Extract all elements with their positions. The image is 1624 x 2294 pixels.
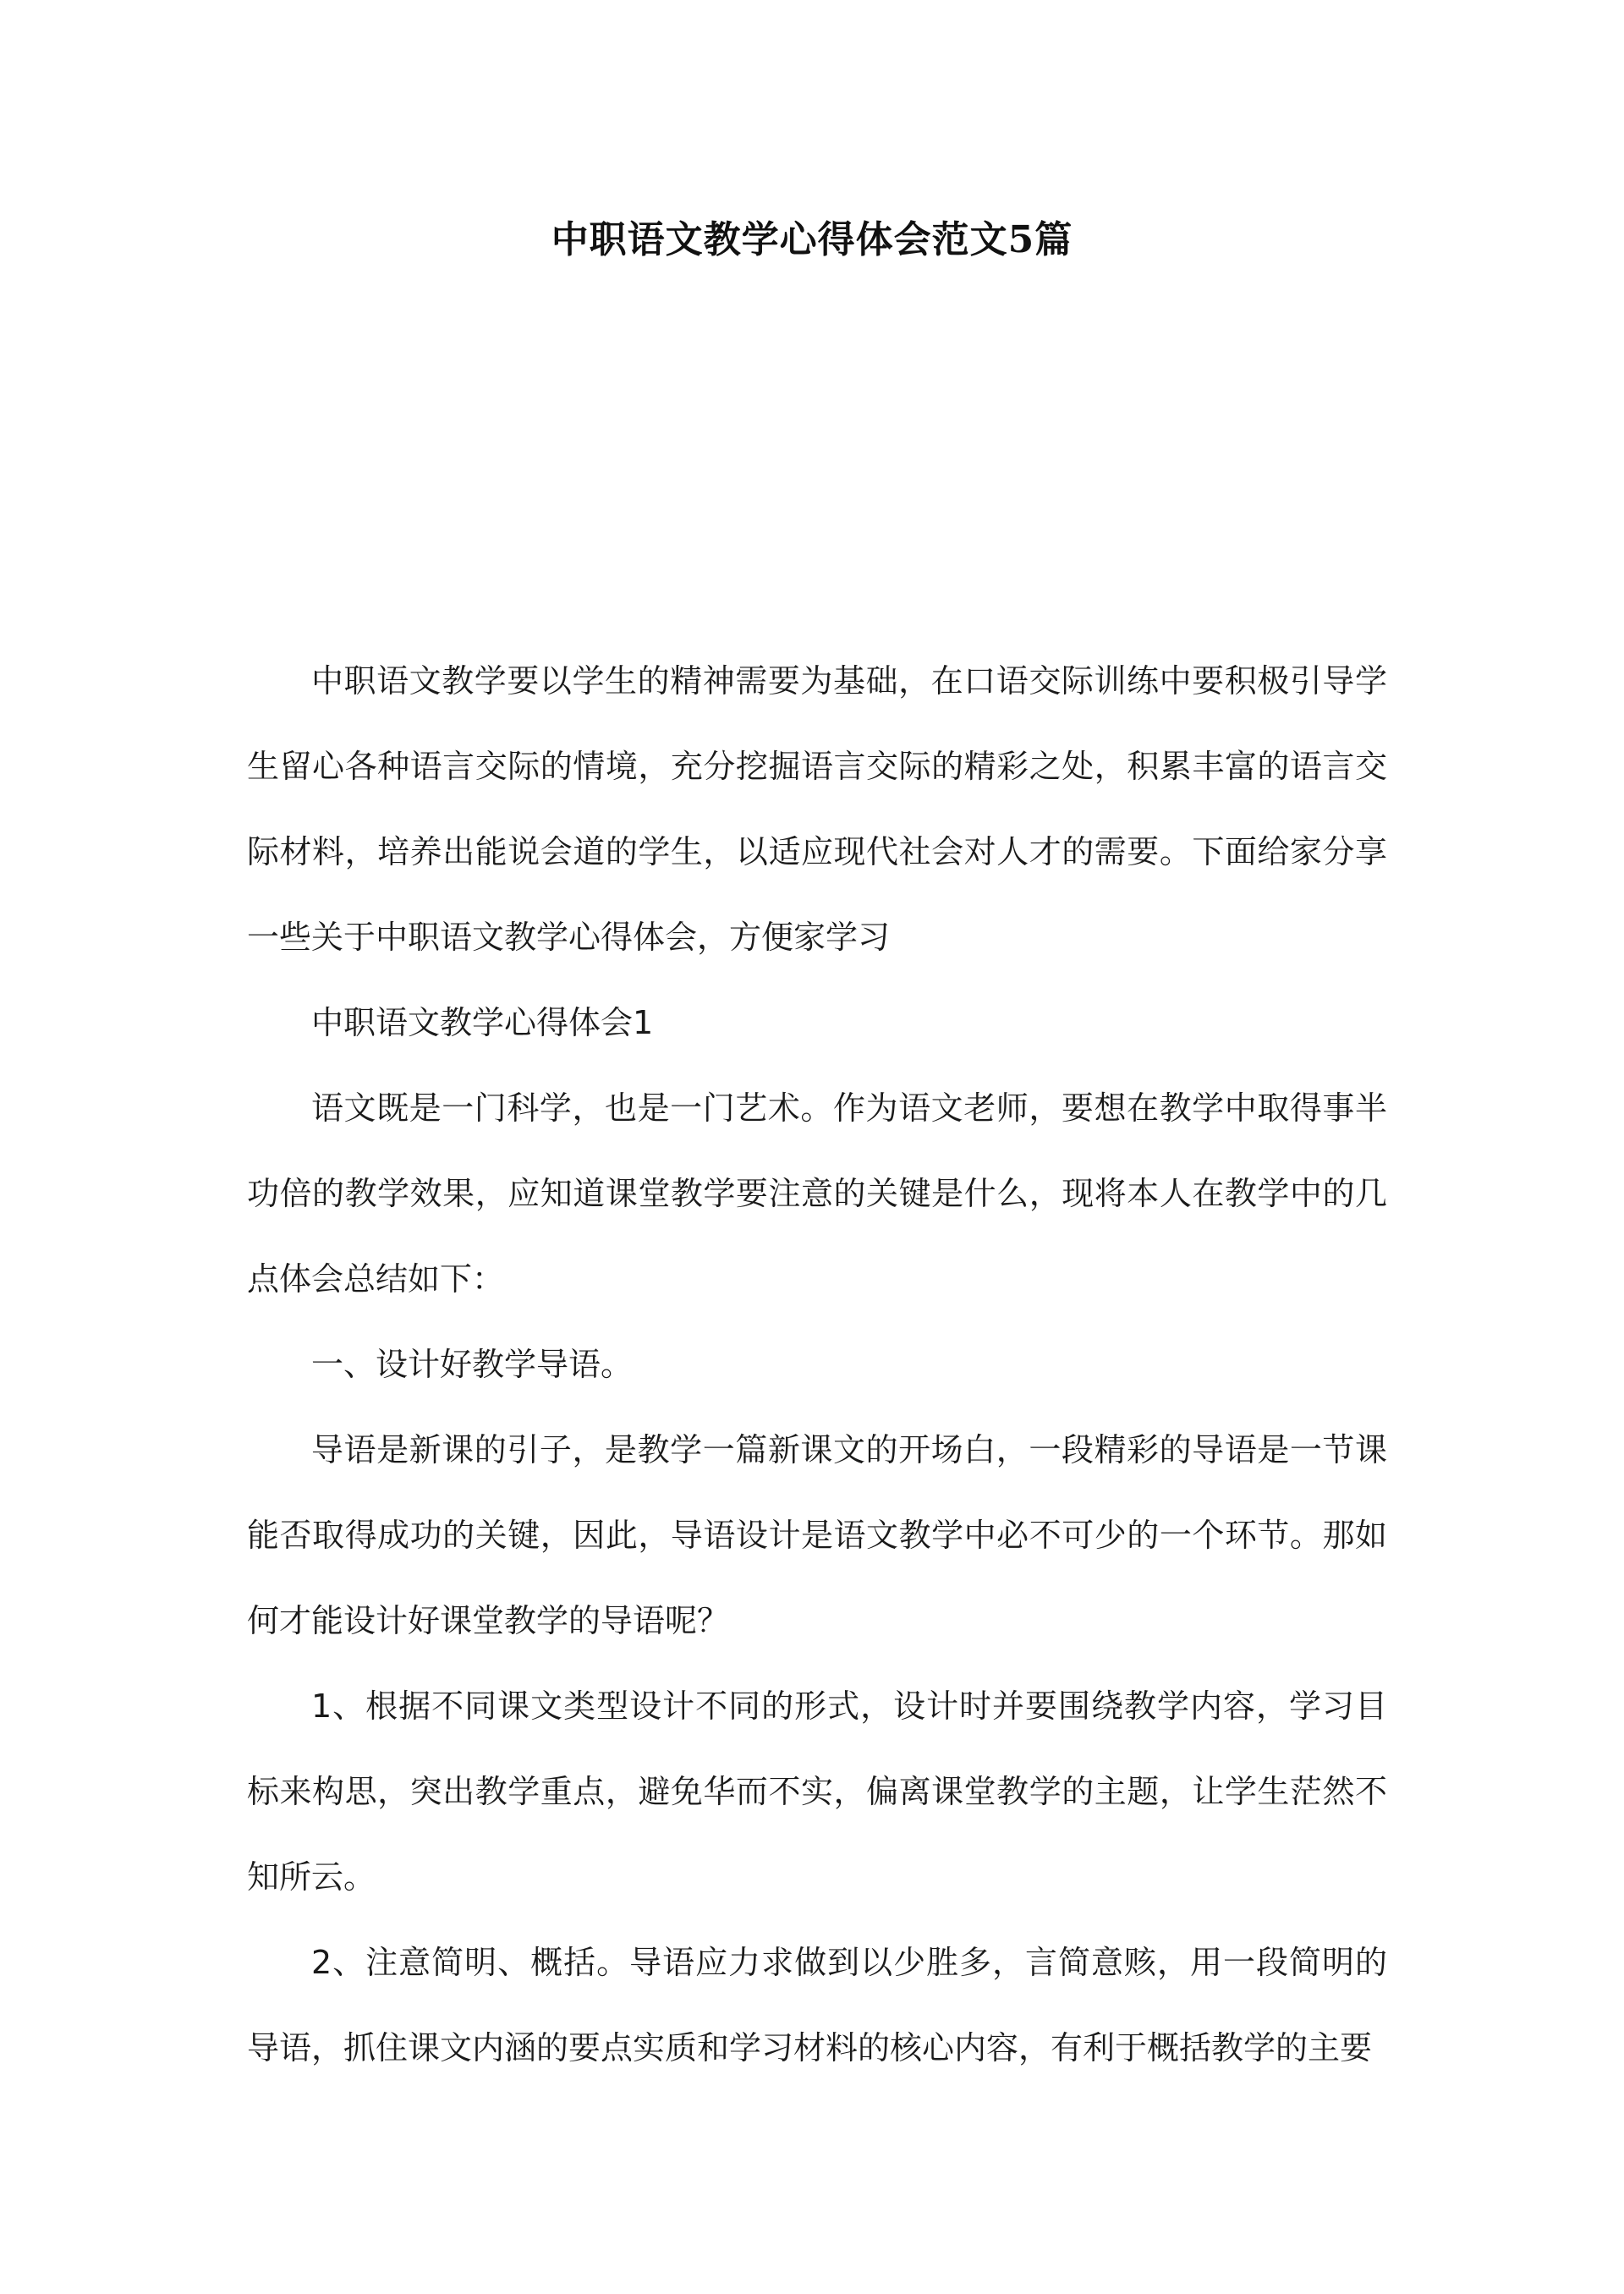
body-paragraph: 语文既是一门科学，也是一门艺术。作为语文老师，要想在教学中取得事半功倍的教学效果，应知道课堂教学要注意的关键是什么，现将本人在教学中的几点体会总结如下：: [247, 1089, 1387, 1298]
document-title: 中职语文教学心得体会范文5篇: [551, 218, 1073, 261]
list-item-1: 1、根据不同课文类型设计不同的形式，设计时并要围绕教学内容，学习目标来构思，突出教学重点，避免华而不实，偏离课堂教学的主题，让学生茫然不知所云。: [247, 1688, 1387, 1896]
section-heading-1: 中职语文教学心得体会1: [311, 1004, 654, 1041]
subheading-1: 一、设计好教学导语。: [311, 1346, 634, 1383]
document-body: [247, 639, 1387, 2091]
list-item-2: 2、注意简明、概括。导语应力求做到以少胜多，言简意赅，用一段简明的导语，抓住课文内涵的要点实质和学习材料的核心内容，有利于概括教学的主要: [247, 1944, 1387, 2066]
body-paragraph: 导语是新课的引子，是教学一篇新课文的开场白，一段精彩的导语是一节课能否取得成功的关键，因此，导语设计是语文教学中必不可少的一个环节。那如何才能设计好课堂教学的导语呢？: [247, 1431, 1387, 1639]
intro-paragraph: 中职语文教学要以学生的精神需要为基础，在口语交际训练中要积极引导学生留心各种语言交际的情境，充分挖掘语言交际的精彩之处，积累丰富的语言交际材料，培养出能说会道的学生，以适应现代社会对人才的需要。下面给家分享一些关于中职语文教学心得体会，方便家学习: [247, 662, 1387, 956]
